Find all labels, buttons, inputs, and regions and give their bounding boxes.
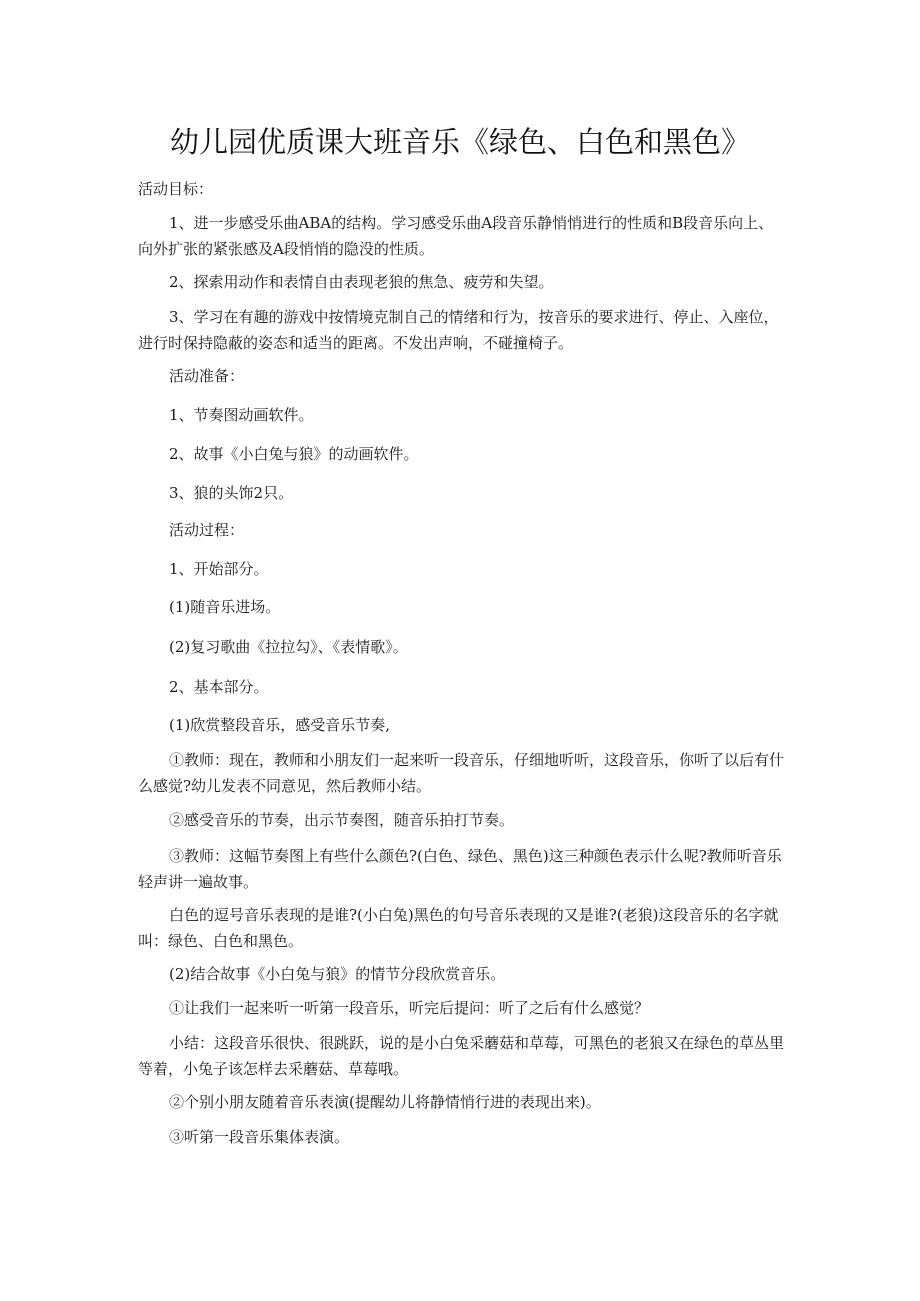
document-title: 幼儿园优质课大班音乐《绿色、白色和黑色》 [169,125,750,159]
paragraph: 2、探索用动作和表情自由表现老狼的焦急、疲劳和失望。 [169,273,554,291]
paragraph: 小结：这段音乐很快、很跳跃，说的是小白兔采蘑菇和草莓，可黑色的老狼又在绿色的草丛里等着，小兔子该怎样去采蘑菇、草莓哦。 [138,1034,785,1078]
paragraph: (2)结合故事《小白兔与狼》的情节分段欣赏音乐。 [169,965,506,983]
paragraph: 1、节奏图动画软件。 [169,406,314,424]
paragraph: 3、狼的头饰2只。 [169,484,294,502]
paragraph: 1、开始部分。 [169,560,269,578]
paragraph: 白色的逗号音乐表现的是谁?(小白兔)黑色的句号音乐表现的又是谁?(老狼)这段音乐的名字就叫：绿色、白色和黑色。 [138,906,779,950]
paragraph: 2、故事《小白兔与狼》的动画软件。 [169,445,419,463]
paragraph: ②感受音乐的节奏，出示节奏图，随音乐拍打节奏。 [169,811,515,829]
section-heading-preparation: 活动准备： [169,367,245,385]
paragraph: 2、基本部分。 [169,678,269,696]
paragraph: 1、进一步感受乐曲ABA的结构。学习感受乐曲A段音乐静悄悄进行的性质和B段音乐向上、向外扩张的紧张感及A段悄悄的隐没的性质。 [138,214,774,258]
paragraph: (2)复习歌曲《拉拉勾》、《表情歌》。 [169,638,408,656]
paragraph: ①教师：现在，教师和小朋友们一起来听一段音乐，仔细地听听，这段音乐，你听了以后有什么感觉?幼儿发表不同意见，然后教师小结。 [138,751,785,795]
section-heading-process: 活动过程： [169,521,245,539]
paragraph: (1)欣赏整段音乐，感受音乐节奏, [169,716,391,734]
paragraph: ②个别小朋友随着音乐表演(提醒幼儿将静情悄行进的表现出来)。 [169,1093,601,1111]
paragraph: (1)随音乐进场。 [169,598,281,616]
paragraph: ①让我们一起来听一听第一段音乐，听完后提问：听了之后有什么感觉？ [169,999,650,1017]
paragraph: ③教师：这幅节奏图上有些什么颜色?(白色、绿色、黑色)这三种颜色表示什么呢?教师听音乐轻声讲一遍故事。 [138,847,782,891]
paragraph: ③听第一段音乐集体表演。 [169,1128,350,1146]
paragraph: 3、学习在有趣的游戏中按情境克制自己的情绪和行为，按音乐的要求进行、停止、入座位，进行时保持隐蔽的姿态和适当的距离。不发出声响，不碰撞椅子。 [138,308,779,352]
section-heading-goals: 活动目标： [138,180,214,198]
